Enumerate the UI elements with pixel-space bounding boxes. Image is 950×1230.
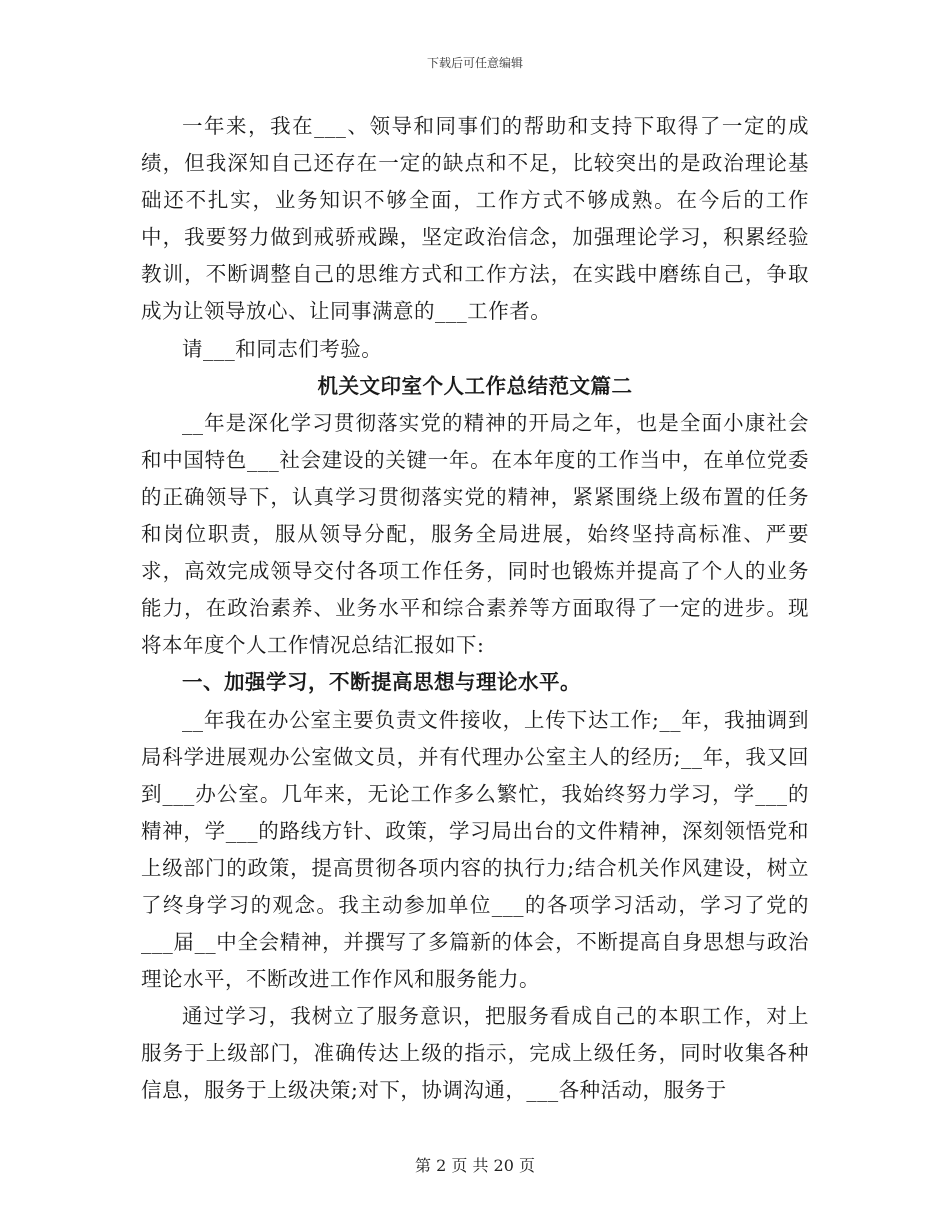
paragraph-1: 一年来，我在___、领导和同事们的帮助和支持下取得了一定的成绩，但我深知自己还存在一定的缺点和不足，比较突出的是政治理论基础还不扎实，业务知识不够全面，工作方式不够成熟。在今后的工作中，我要努力做到戒骄戒躁，坚定政治信念，加强理论学习，积累经验教训，不断调整自己的思维方式和工作方法，在实践中磨练自己，争取成为让领导放心、让同事满意的___工作者。 [141,114,809,324]
article-title: 机关文印室个人工作总结范文篇二 [317,373,633,398]
paragraph-2: 请___和同志们考验。 [182,336,383,361]
page-footer: 第 2 页 共 20 页 [415,1156,535,1175]
paragraph-3: __年是深化学习贯彻落实党的精神的开局之年，也是全面小康社会和中国特色___社会建设的关键一年。在本年度的工作当中，在单位党委的正确领导下，认真学习贯彻落实党的精神，紧紧围绕上级布置的任务和岗位职责，服从领导分配，服务全局进展，始终坚持高标准、严要求，高效完成领导交付各项工作任务，同时也锻炼并提高了个人的业务能力，在政治素养、业务水平和综合素养等方面取得了一定的进步。现将本年度个人工作情况总结汇报如下: [141,410,809,658]
paragraph-5: 通过学习，我树立了服务意识，把服务看成自己的本职工作，对上服务于上级部门，准确传达上级的指示，完成上级任务，同时收集各种信息，服务于上级决策;对下，协调沟通，___各种活动，服务于 [141,1004,809,1103]
header-note: 下载后可任意编辑 [426,56,523,70]
document-body [141,108,809,1110]
paragraph-4: __年我在办公室主要负责文件接收，上传下达工作;__年，我抽调到局科学进展观办公室做文员，并有代理办公室主人的经历;__年，我又回到___办公室。几年来，无论工作多么繁忙，我始终努力学习，学___的精神，学___的路线方针、政策，学习局出台的文件精神，深刻领悟党和上级部门的政策，提高贯彻各项内容的执行力;结合机关作风建设，树立了终身学习的观念。我主动参加单位___的各项学习活动，学习了党的___届__中全会精神，并撰写了多篇新的体会，不断提高自身思想与政治理论水平，不断改进工作作风和服务能力。 [141,707,809,992]
section-heading-1: 一、加强学习，不断提高思想与理论水平。 [182,670,581,695]
